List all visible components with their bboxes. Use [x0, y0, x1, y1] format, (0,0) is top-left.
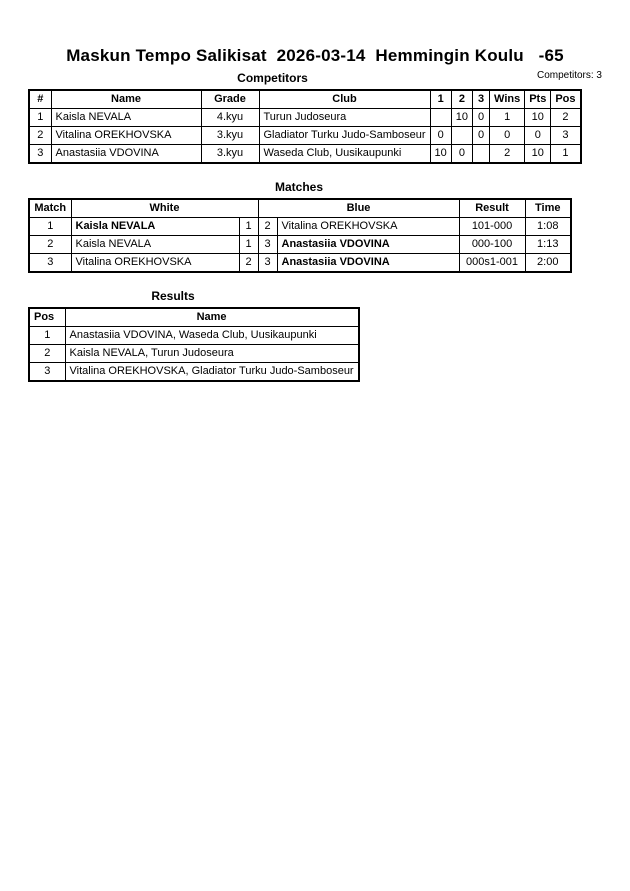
match-number-cell: 2	[29, 236, 71, 254]
competitor-pos-cell: 2	[551, 109, 581, 127]
result-pos-cell: 2	[29, 345, 65, 363]
competitor-grade-cell: 3.kyu	[201, 145, 259, 164]
competitor-number-cell: 2	[29, 127, 51, 145]
result-row	[29, 363, 359, 382]
col-header-white: White	[71, 199, 258, 218]
white-number-cell: 2	[239, 254, 258, 273]
time-cell: 1:08	[525, 218, 571, 236]
matches-heading: Matches	[274, 180, 324, 194]
blue-name-cell: Anastasiia VDOVINA	[277, 236, 459, 254]
competitor-name-cell: Vitalina OREKHOVSKA	[51, 127, 201, 145]
white-name-cell: Kaisla NEVALA	[71, 236, 239, 254]
competitors-count: Competitors: 3	[536, 70, 602, 81]
result-name-cell: Kaisla NEVALA, Turun Judoseura	[65, 345, 359, 363]
blue-number-cell: 2	[258, 218, 277, 236]
match-number-cell: 3	[29, 254, 71, 273]
time-cell: 1:13	[525, 236, 571, 254]
competitor-wins-cell: 0	[490, 127, 525, 145]
col-header-wins: Wins	[490, 90, 525, 109]
result-row	[29, 345, 359, 363]
white-number-cell: 1	[239, 236, 258, 254]
competitor-club-cell: Gladiator Turku Judo-Samboseur	[259, 127, 430, 145]
col-header-1: 1	[430, 90, 451, 109]
result-row	[29, 327, 359, 345]
grid-cell-3: 0	[473, 127, 490, 145]
grid-cell-2: 10	[451, 109, 472, 127]
grid-cell-1: 0	[430, 127, 451, 145]
grid-cell-1: 10	[430, 145, 451, 164]
competitor-grade-cell: 3.kyu	[201, 127, 259, 145]
result-name-cell: Anastasiia VDOVINA, Waseda Club, Uusikaupunki	[65, 327, 359, 345]
grid-cell-1	[430, 109, 451, 127]
result-name-cell: Vitalina OREKHOVSKA, Gladiator Turku Judo-Samboseur	[65, 363, 359, 382]
competitor-row	[29, 109, 581, 127]
grid-cell-3: 0	[473, 109, 490, 127]
results-table	[28, 307, 360, 382]
page-title: Maskun Tempo Salikisat 2026-03-14 Hemmingin Koulu -65	[66, 46, 564, 65]
result-pos-cell: 1	[29, 327, 65, 345]
white-name-cell: Kaisla NEVALA	[71, 218, 239, 236]
competitor-club-cell: Turun Judoseura	[259, 109, 430, 127]
competitor-row	[29, 127, 581, 145]
competitor-number-cell: 1	[29, 109, 51, 127]
result-cell: 000-100	[459, 236, 525, 254]
result-cell: 000s1-001	[459, 254, 525, 273]
competitor-wins-cell: 2	[490, 145, 525, 164]
col-header-pts: Pts	[525, 90, 551, 109]
col-header-result: Result	[459, 199, 525, 218]
competitor-pos-cell: 3	[551, 127, 581, 145]
col-header-3: 3	[473, 90, 490, 109]
match-row	[29, 236, 571, 254]
competitor-number-cell: 3	[29, 145, 51, 164]
competitor-pos-cell: 1	[551, 145, 581, 164]
grid-cell-2	[451, 127, 472, 145]
blue-number-cell: 3	[258, 254, 277, 273]
competitor-grade-cell: 4.kyu	[201, 109, 259, 127]
col-header-result-name: Name	[65, 308, 359, 327]
competitors-heading: Competitors	[237, 71, 308, 85]
competitor-row	[29, 145, 581, 164]
match-row	[29, 218, 571, 236]
col-header-blue: Blue	[258, 199, 459, 218]
competitor-name-cell: Kaisla NEVALA	[51, 109, 201, 127]
col-header-num: #	[29, 90, 51, 109]
grid-cell-3	[473, 145, 490, 164]
col-header-club: Club	[259, 90, 430, 109]
blue-name-cell: Anastasiia VDOVINA	[277, 254, 459, 273]
results-header-row	[29, 308, 359, 327]
competitor-pts-cell: 10	[525, 145, 551, 164]
col-header-match: Match	[29, 199, 71, 218]
white-name-cell: Vitalina OREKHOVSKA	[71, 254, 239, 273]
matches-header-row	[29, 199, 571, 218]
result-cell: 101-000	[459, 218, 525, 236]
competitor-name-cell: Anastasiia VDOVINA	[51, 145, 201, 164]
col-header-2: 2	[451, 90, 472, 109]
match-row	[29, 254, 571, 273]
col-header-pos: Pos	[551, 90, 581, 109]
competitor-club-cell: Waseda Club, Uusikaupunki	[259, 145, 430, 164]
matches-table	[28, 198, 572, 273]
blue-name-cell: Vitalina OREKHOVSKA	[277, 218, 459, 236]
col-header-grade: Grade	[201, 90, 259, 109]
competitor-wins-cell: 1	[490, 109, 525, 127]
competitor-pts-cell: 10	[525, 109, 551, 127]
blue-number-cell: 3	[258, 236, 277, 254]
col-header-pos: Pos	[29, 308, 65, 327]
col-header-time: Time	[525, 199, 571, 218]
match-number-cell: 1	[29, 218, 71, 236]
competitor-pts-cell: 0	[525, 127, 551, 145]
competitors-table	[28, 89, 582, 164]
time-cell: 2:00	[525, 254, 571, 273]
competitors-header-row	[29, 90, 581, 109]
grid-cell-2: 0	[451, 145, 472, 164]
white-number-cell: 1	[239, 218, 258, 236]
result-pos-cell: 3	[29, 363, 65, 382]
col-header-name: Name	[51, 90, 201, 109]
results-heading: Results	[151, 289, 195, 303]
